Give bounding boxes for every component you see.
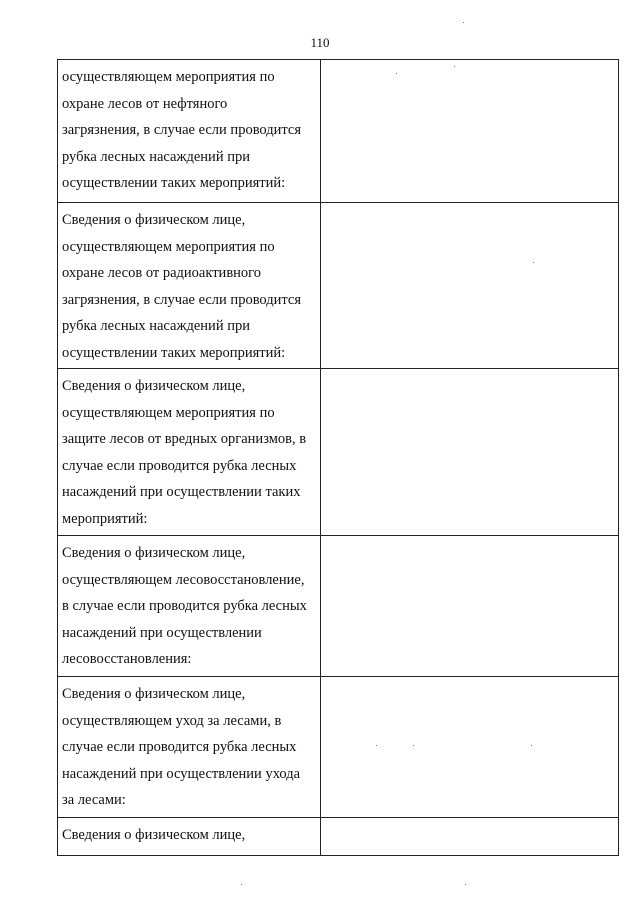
row-label-text: Сведения о физическом лице, осуществляющем мероприятия по охране лесов от радиоактивного загрязнения, в случае если проводится рубка лесных насаждений при осуществлении таких мероприятий:: [62, 212, 302, 361]
row-value-cell: [321, 203, 619, 369]
row-label-cell: [58, 369, 321, 536]
row-label-cell: [58, 203, 321, 369]
page-number: 110: [310, 35, 330, 50]
table-row: [58, 369, 619, 536]
row-value-cell: [321, 677, 619, 818]
table-row: [58, 203, 619, 369]
scan-speck: [454, 66, 455, 67]
row-label-cell: [58, 677, 321, 818]
row-label-text: Сведения о физическом лице, осуществляющем мероприятия по защите лесов от вредных организмов, в случае если проводится рубка лесных насаждений при осуществлении таких мероприятий:: [62, 378, 307, 527]
scan-speck: [396, 73, 397, 74]
form-table: [57, 59, 619, 856]
row-label-text: Сведения о физическом лице, осуществляющем уход за лесами, в случае если проводится рубка лесных насаждений при осуществлении ухода за лесами:: [62, 686, 301, 808]
row-label-cell: [58, 536, 321, 677]
row-value-cell: [321, 818, 619, 856]
row-label-text: Сведения о физическом лице,: [62, 827, 246, 843]
scan-speck: [413, 745, 414, 746]
scan-speck: [376, 745, 377, 746]
row-value-cell: [321, 369, 619, 536]
table-row: [58, 818, 619, 856]
row-value-cell: [321, 60, 619, 203]
table-row: [58, 677, 619, 818]
table-row: [58, 60, 619, 203]
row-label-text: осуществляющем мероприятия по охране лесов от нефтяного загрязнения, в случае если проводится рубка лесных насаждений при осуществлении таких мероприятий:: [62, 69, 302, 191]
scan-speck: [241, 884, 242, 885]
row-label-text: Сведения о физическом лице, осуществляющем лесовосстановление, в случае если проводится рубка лесных насаждений при осуществлении лесовосстановления:: [62, 545, 307, 667]
scan-speck: [533, 262, 534, 263]
row-value-cell: [321, 536, 619, 677]
row-label-cell: [58, 818, 321, 856]
row-label-cell: [58, 60, 321, 203]
scan-speck: [465, 884, 466, 885]
scan-speck: [531, 745, 532, 746]
scan-speck: [463, 22, 464, 23]
table-row: [58, 536, 619, 677]
